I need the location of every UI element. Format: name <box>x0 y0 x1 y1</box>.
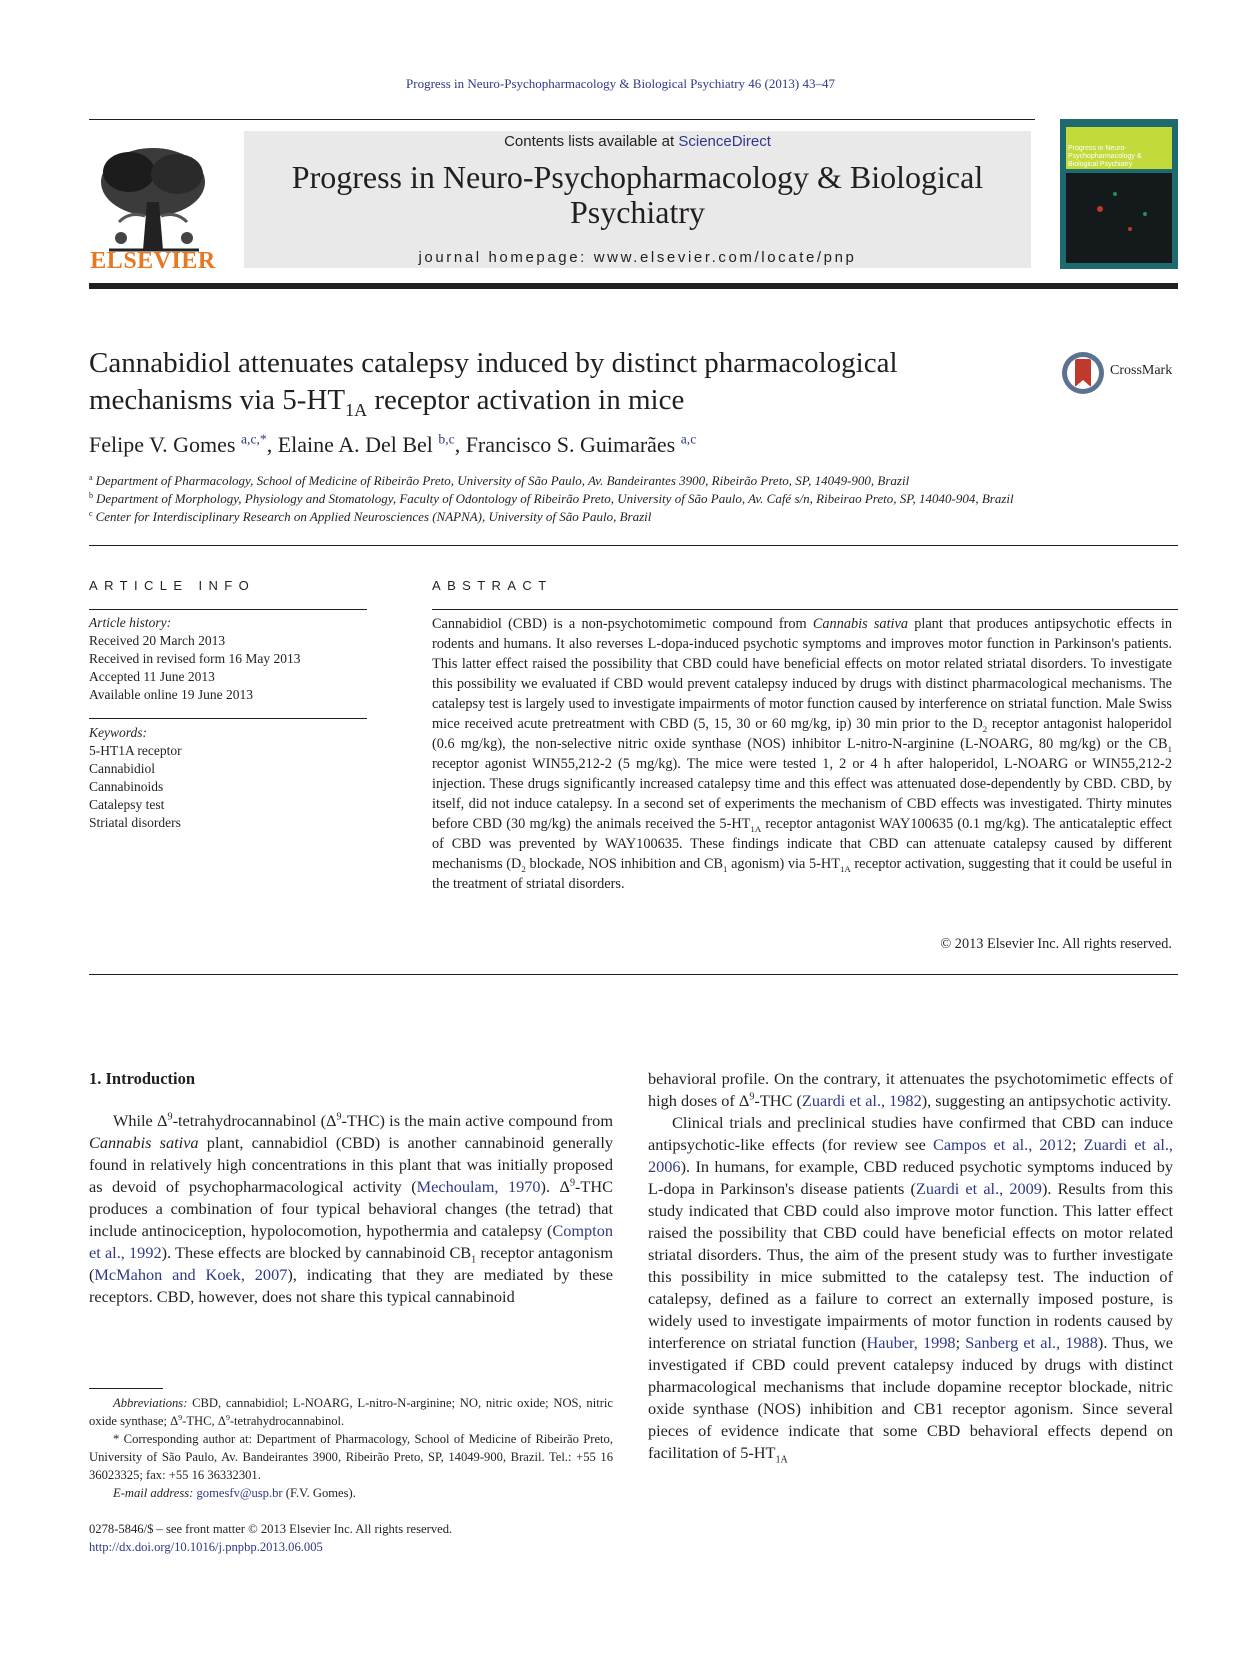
doi-link[interactable]: http://dx.doi.org/10.1016/j.pnpbp.2013.06.005 <box>89 1540 323 1554</box>
keyword: Cannabinoids <box>89 779 164 794</box>
header-rule <box>89 119 1035 120</box>
contents-prefix: Contents lists available at <box>504 133 679 150</box>
author-1-affiliation[interactable]: a,c,* <box>240 431 267 447</box>
history-accepted: Accepted 11 June 2013 <box>89 669 215 684</box>
journal-title: Progress in Neuro-Psychopharmacology & Biological Psychiatry <box>291 159 984 230</box>
article-info-rule <box>89 718 367 719</box>
cover-title: Progress in Neuro-Psychopharmacology & Biological Psychiatry <box>1068 145 1142 168</box>
affiliation-text: Department of Pharmacology, School of Medicine of Ribeirão Preto, University of São Paulo, Av. Bandeirantes 3900, Ribeirão Preto, SP, 14049-900, Brazil <box>95 473 910 488</box>
issn-line: 0278-5846/$ – see front matter © 2013 Elsevier Inc. All rights reserved. <box>89 1522 453 1536</box>
header-thick-rule <box>89 283 1178 289</box>
intro-paragraph-2: Clinical trials and preclinical studies have confirmed that CBD can induce antipsychotic-like effects (for review see Campos et al., 2012; Zuardi et al., 2006). In humans, for example, CBD reduced psychotic symptoms induced by L-dopa in Parkinson's disease patients (Zuardi et al., 2009). Results from this study indicated that CBD could also improve motor function. This latter effect raised the possibility that CBD could have beneficial effects on motor related striatal disorders. Thus, the aim of the present study was to further investigate this possibility in mice submitted to the catalepsy test. The induction of catalepsy, defined as a failure to correct an externally imposed posture, is widely used to investigate impairments of motor function in rodents caused by interference on striatal function (Hauber, 1998; Sanberg et al., 1988). Thus, we investigated if CBD could prevent catalepsy induced by drugs with distinct pharmacological mechanisms that include dopamine receptor blockade, nitric oxide synthase (NOS) inhibition and CB1 receptor agonism. Since several pieces of evidence indicate that some CBD behavioral effects depend on facilitation of $5-HT_{1A}$ <box>648 1113 1173 1466</box>
history-received: Received 20 March 2013 <box>89 633 226 648</box>
front-matter-info <box>89 1520 452 1556</box>
citation-link[interactable]: McMahon and Koek, 2007 <box>94 1265 288 1284</box>
author-1[interactable]: Felipe V. Gomes <box>89 432 241 457</box>
affiliation-b <box>89 490 1189 508</box>
keyword: Striatal disorders <box>89 815 181 830</box>
abstract-copyright: © 2013 Elsevier Inc. All rights reserved. <box>940 936 1172 952</box>
author-3[interactable]: Francisco S. Guimarães <box>465 432 681 457</box>
sciencedirect-link[interactable]: ScienceDirect <box>678 133 771 150</box>
species-name: Cannabis sativa <box>812 616 909 632</box>
section-rule <box>89 974 1178 975</box>
author-separator: , <box>454 432 466 457</box>
crossmark-badge[interactable] <box>1060 350 1180 400</box>
keywords-label: Keywords: <box>89 725 147 740</box>
affiliation-label: c <box>89 508 93 518</box>
article-title <box>89 345 1009 419</box>
corresponding-author-footnote: * Corresponding author at: Department of Pharmacology, School of Medicine of Ribeirão Preto, University of São Paulo, Av. Bandeirantes 3900, Ribeirão Preto, SP, 14049-900, Brazil. Tel.: +55 16 36023325; fax: +55 16 36332301. <box>89 1432 613 1482</box>
elsevier-wordmark: ELSEVIER <box>90 248 216 274</box>
article-history <box>89 614 369 704</box>
affiliation-c <box>89 508 1189 526</box>
footnotes <box>89 1394 613 1502</box>
affiliation-a <box>89 472 1189 490</box>
affiliations <box>89 472 1189 526</box>
history-revised: Received in revised form 16 May 2013 <box>89 651 301 666</box>
citation-link[interactable]: Zuardi et al., 2009 <box>915 1179 1042 1198</box>
affiliation-label: a <box>89 472 93 482</box>
journal-homepage[interactable]: journal homepage: www.elsevier.com/locate/pnp <box>418 249 857 266</box>
introduction-heading: 1. Introduction <box>89 1069 196 1088</box>
article-info-rule <box>89 609 367 610</box>
citation-link[interactable]: Zuardi et al., 2006 <box>648 1135 1173 1176</box>
citation-link[interactable]: Hauber, 1998 <box>866 1333 956 1352</box>
crossmark-icon <box>1060 350 1106 396</box>
footnote-rule <box>89 1388 163 1389</box>
abstract-body: Cannabidiol (CBD) is a non-psychotomimetic compound from Cannabis sativa plant that produces antipsychotic effects in rodents and humans. It also reverses L-dopa-induced psychotic symptoms and improves motor function in Parkinson's patients. This latter effect raised the possibility that CBD could have beneficial effects on motor related striatal disorders. To investigate this possibility we evaluated if CBD would prevent catalepsy induced by drugs with distinct pharmacological mechanisms. The catalepsy test is largely used to investigate impairments of motor function caused by interference on striatal function. Male Swiss mice received acute pretreatment with CBD (5, 15, 30 or 60 mg/kg, ip) 30 min prior to the $D_2$ receptor antagonist haloperidol (0.6 mg/kg), the non-selective nitric oxide synthase (NOS) inhibitor L-nitro-N-arginine (L-NOARG, 80 mg/kg) or the $CB_1$ receptor agonist WIN55,212-2 (5 mg/kg). The mice were tested 1, 2 or 4 h after haloperidol, L-NOARG or WIN55,212-2 injection. These drugs significantly increased catalepsy time and this effect was attenuated dose-dependently by CBD. CBD, by itself, did not induce catalepsy. In a second set of experiments the mechanism of CBD effects was investigated. Thirty minutes before CBD (30 mg/kg) the animals received the $5-HT_{1A}$ receptor antagonist WAY100635 (0.1 mg/kg). The anticataleptic effect of CBD was prevented by WAY100635. These findings indicate that CBD can attenuate catalepsy caused by different mechanisms ($D_2$ blockade, NOS inhibition and $CB_1$ agonism) via $5-HT_{1A}$ receptor activation, suggesting that it could be useful in the treatment of striatal disorders. <box>432 616 1173 892</box>
journal-cover-image <box>1060 119 1178 269</box>
contents-line <box>244 133 1031 150</box>
crossmark-label: CrossMark <box>1110 363 1173 378</box>
intro-paragraph-1-continued: behavioral profile. On the contrary, it attenuates the psychotomimetic effects of high doses of $\Delta^9$-THC (Zuardi et al., 1982), suggesting an antipsychotic activity. <box>648 1069 1173 1110</box>
article-info-heading: ARTICLE INFO <box>89 578 256 593</box>
citation-link[interactable]: Mechoulam, 1970 <box>416 1177 541 1196</box>
introduction-left-column <box>89 1110 613 1308</box>
citation-link[interactable]: Campos et al., 2012 <box>932 1135 1072 1154</box>
citation-link[interactable]: Compton et al., 1992 <box>89 1221 613 1262</box>
intro-paragraph-1: While $\Delta^9$-tetrahydrocannabinol $(\Delta^9-THC)$ is the main active compound from Cannabis sativa plant, cannabidiol (CBD) is another cannabinoid generally found in relatively high concentrations in this plant that was initially proposed as devoid of psychopharmacological activity (Mechoulam, 1970). $\Delta^9$-THC produces a combination of four typical behavioral changes (the tetrad) that include antinociception, hypolocomotion, hypothermia and catalepsy (Compton et al., 1992). These effects are blocked by cannabinoid $CB_1$ receptor antagonism (McMahon and Koek, 2007), indicating that they are mediated by these receptors. CBD, however, does not share this typical cannabinoid <box>89 1111 614 1306</box>
citation-link[interactable]: Sanberg et al., 1988 <box>965 1333 1098 1352</box>
abstract-heading: ABSTRACT <box>432 578 553 593</box>
email-footnote: E-mail address: gomesfv@usp.br (F.V. Gomes). <box>113 1486 356 1500</box>
keyword: Catalepsy test <box>89 797 165 812</box>
author-3-affiliation[interactable]: a,c <box>680 431 697 447</box>
title-part-2: receptor activation in mice <box>367 384 685 416</box>
abbreviations-footnote: Abbreviations: CBD, cannabidiol; L-NOARG, L-nitro-N-arginine; NO, nitric oxide; NOS, nitric oxide synthase; $\Delta^9$-THC, $\Delta^9$-tetrahydrocannabinol. <box>89 1396 613 1428</box>
author-2-affiliation[interactable]: b,c <box>438 431 455 447</box>
journal-reference-link[interactable]: Progress in Neuro-Psychopharmacology & Biological Psychiatry 46 (2013) 43–47 <box>406 76 835 91</box>
keyword: Cannabidiol <box>89 761 155 776</box>
author-list <box>89 432 696 458</box>
affiliation-label: b <box>89 490 94 500</box>
author-separator: , <box>266 432 278 457</box>
affiliation-text: Center for Interdisciplinary Research on Applied Neurosciences (NAPNA), University of São Paulo, Brazil <box>95 509 652 524</box>
title-part-1: Cannabidiol attenuates catalepsy induced by distinct pharmacological mechanisms via 5-HT <box>89 347 898 416</box>
introduction-right-column <box>648 1068 1173 1464</box>
keyword: 5-HT1A receptor <box>89 743 182 758</box>
history-online: Available online 19 June 2013 <box>89 687 253 702</box>
citation-link[interactable]: Zuardi et al., 1982 <box>801 1091 922 1110</box>
keywords <box>89 724 369 832</box>
history-label: Article history: <box>89 615 172 630</box>
affiliation-text: Department of Morphology, Physiology and Stomatology, Faculty of Odontology of Ribeirão Preto, University of São Paulo, Av. Café s/n, Ribeirao Preto, SP, 14040-904, Brazil <box>96 491 1014 506</box>
author-2[interactable]: Elaine A. Del Bel <box>277 432 439 457</box>
section-rule <box>89 545 1178 546</box>
email-link[interactable]: gomesfv@usp.br <box>196 1486 283 1500</box>
title-subscript: 1A <box>345 399 368 420</box>
abstract-rule <box>432 609 1178 610</box>
